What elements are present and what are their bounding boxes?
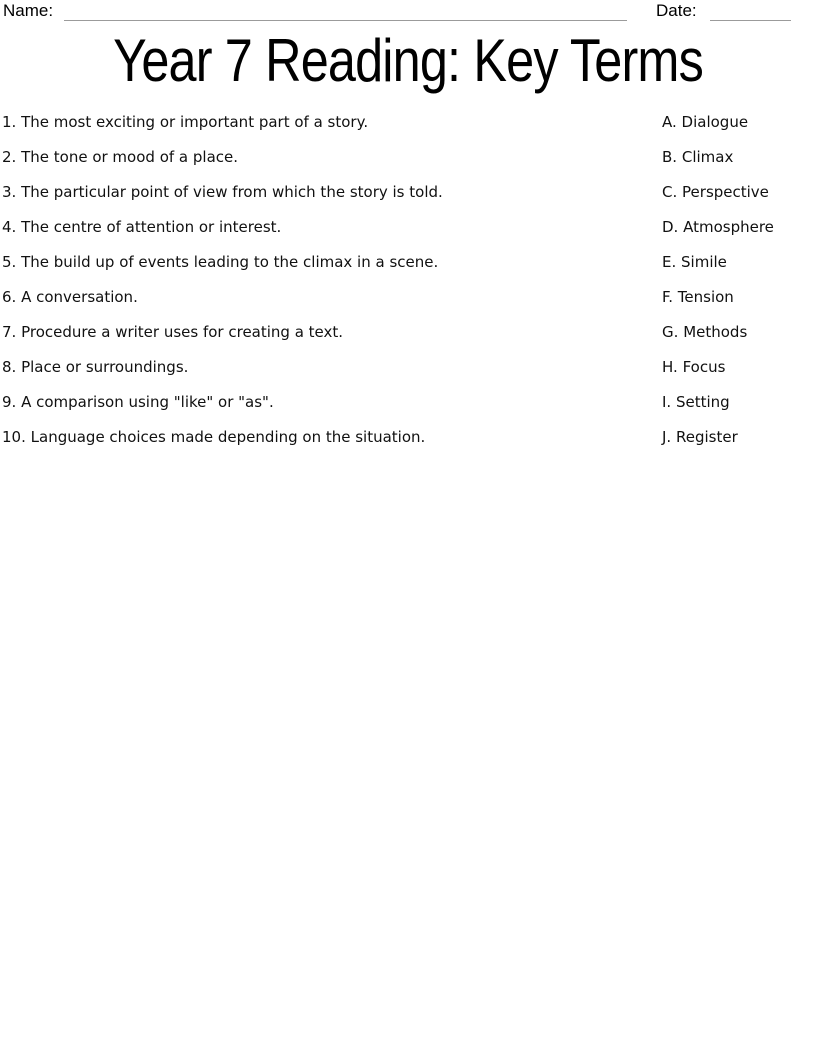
answer-letter: F. [662,287,673,306]
answer-term: Atmosphere [683,217,774,236]
question-text: A comparison using "like" or "as". [21,392,274,411]
answer-letter: B. [662,147,678,166]
date-label: Date: [656,1,697,20]
answer-letter: G. [662,322,679,341]
question-item [2,392,662,412]
match-row [2,139,814,174]
question-number: 6. [2,287,17,306]
answer-item [662,112,814,132]
name-blank-line [64,1,627,21]
question-item [2,182,662,202]
answer-letter: C. [662,182,678,201]
matching-exercise [2,104,814,454]
match-row [2,244,814,279]
match-row [2,384,814,419]
question-text: Procedure a writer uses for creating a text. [21,322,344,341]
worksheet-header [0,0,816,26]
question-item [2,147,662,167]
question-number: 2. [2,147,17,166]
question-number: 5. [2,252,17,271]
question-item [2,217,662,237]
question-text: A conversation. [21,287,138,306]
answer-term: Setting [675,392,730,411]
question-number: 3. [2,182,17,201]
question-item [2,427,662,447]
match-row [2,419,814,454]
answer-item [662,357,814,377]
question-number: 9. [2,392,17,411]
date-blank-line [710,1,791,21]
answer-term: Dialogue [681,112,749,131]
question-text: The build up of events leading to the climax in a scene. [21,252,439,271]
answer-letter: I. [662,392,672,411]
match-row [2,174,814,209]
match-row [2,209,814,244]
question-item [2,252,662,272]
answer-term: Perspective [682,182,769,201]
match-row [2,349,814,384]
answer-item [662,427,814,447]
question-item [2,112,662,132]
question-text: The tone or mood of a place. [21,147,239,166]
question-text: Place or surroundings. [21,357,189,376]
answer-term: Simile [681,252,727,271]
match-row [2,279,814,314]
question-number: 1. [2,112,17,131]
answer-letter: J. [662,427,672,446]
answer-item [662,147,814,167]
match-row [2,104,814,139]
answer-term: Tension [677,287,734,306]
answer-letter: E. [662,252,677,271]
answer-item [662,252,814,272]
page-title: Year 7 Reading: Key Terms [113,27,703,94]
answer-term: Register [675,427,738,446]
answer-item [662,322,814,342]
answer-letter: H. [662,357,678,376]
match-row [2,314,814,349]
answer-term: Climax [681,147,734,166]
question-number: 8. [2,357,17,376]
question-text: The centre of attention or interest. [21,217,282,236]
answer-item [662,217,814,237]
question-text: Language choices made depending on the situation. [30,427,426,446]
answer-term: Methods [683,322,748,341]
answer-item [662,287,814,307]
answer-term: Focus [682,357,726,376]
question-item [2,287,662,307]
question-number: 4. [2,217,17,236]
question-item [2,357,662,377]
question-number: 7. [2,322,17,341]
answer-letter: A. [662,112,677,131]
question-text: The particular point of view from which the story is told. [21,182,443,201]
answer-letter: D. [662,217,679,236]
question-text: The most exciting or important part of a story. [21,112,369,131]
answer-item [662,392,814,412]
answer-item [662,182,814,202]
title-container [0,28,816,94]
question-number: 10. [2,427,26,446]
name-label: Name: [3,1,54,20]
question-item [2,322,662,342]
